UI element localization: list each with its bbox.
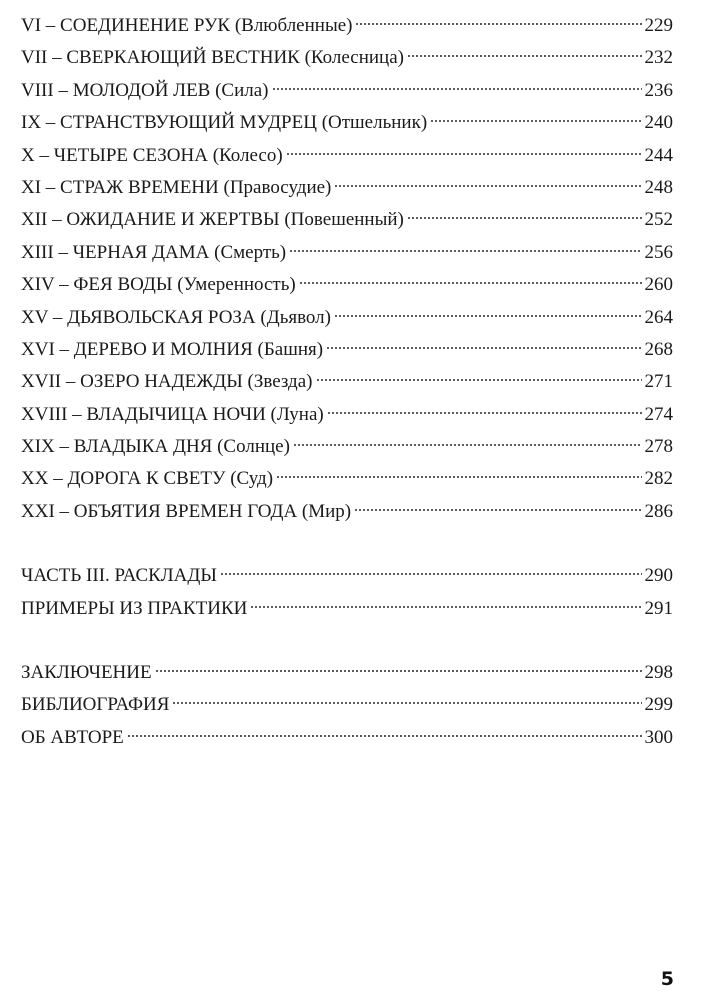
toc-entry-title: ОБ АВТОРЕ	[21, 726, 124, 748]
table-of-contents	[21, 10, 673, 754]
toc-entry	[21, 496, 673, 528]
toc-entry-title: XIV – ФЕЯ ВОДЫ (Умеренность)	[21, 274, 296, 296]
toc-entry	[21, 204, 673, 236]
toc-entry	[21, 334, 673, 366]
toc-entry-title: ЧАСТЬ III. РАСКЛАДЫ	[21, 565, 217, 587]
toc-entry-page: 282	[644, 468, 673, 490]
toc-entry-title: ПРИМЕРЫ ИЗ ПРАКТИКИ	[21, 597, 248, 619]
toc-entry	[21, 75, 673, 107]
toc-entry-page: 240	[644, 112, 673, 134]
toc-entry-page: 290	[644, 565, 673, 587]
toc-entry	[21, 302, 673, 334]
toc-entry-page: 274	[644, 403, 673, 425]
toc-entry	[21, 172, 673, 204]
toc-entry-title: XIII – ЧЕРНАЯ ДАМА (Смерть)	[21, 241, 287, 263]
toc-entry-title: VIII – МОЛОДОЙ ЛЕВ (Сила)	[21, 79, 269, 101]
toc-entry	[21, 657, 673, 689]
toc-entry-title: XVII – ОЗЕРО НАДЕЖДЫ (Звезда)	[21, 371, 313, 393]
dot-leader	[276, 474, 641, 480]
page-number: 5	[660, 968, 674, 990]
toc-entry-title: VI – СОЕДИНЕНИЕ РУК (Влюбленные)	[21, 15, 353, 36]
dot-leader	[334, 313, 642, 319]
toc-entry	[21, 431, 673, 463]
dot-leader	[407, 53, 642, 59]
toc-entry	[21, 107, 673, 139]
toc-entry	[21, 463, 673, 495]
toc-entry	[21, 560, 673, 592]
toc-entry-page: 268	[644, 338, 673, 360]
toc-group	[21, 10, 673, 528]
toc-entry	[21, 399, 673, 431]
toc-entry-title: XVIII – ВЛАДЫЧИЦА НОЧИ (Луна)	[21, 403, 324, 425]
toc-entry-page: 232	[644, 47, 673, 69]
dot-leader	[272, 86, 642, 92]
toc-entry	[21, 269, 673, 301]
dot-leader	[299, 280, 642, 286]
toc-entry-page: 300	[644, 726, 673, 748]
dot-leader	[327, 410, 642, 416]
toc-entry	[21, 237, 673, 269]
dot-leader	[407, 215, 642, 221]
toc-entry-page: 286	[644, 500, 673, 522]
toc-entry-page: 271	[644, 371, 673, 393]
toc-entry	[21, 689, 673, 721]
toc-entry-title: XI – СТРАЖ ВРЕМЕНИ (Правосудие)	[21, 176, 332, 198]
toc-entry-title: XII – ОЖИДАНИЕ И ЖЕРТВЫ (Повешенный)	[21, 209, 404, 231]
dot-leader	[354, 507, 641, 513]
dot-leader	[355, 21, 641, 27]
toc-entry-page: 256	[644, 241, 673, 263]
toc-entry-page: 236	[644, 79, 673, 101]
toc-entry-page: 260	[644, 274, 673, 296]
toc-entry-page: 299	[644, 694, 673, 716]
toc-entry-title: XVI – ДЕРЕВО И МОЛНИЯ (Башня)	[21, 338, 324, 360]
toc-entry	[21, 593, 673, 625]
toc-entry-page: 291	[644, 597, 673, 619]
toc-entry-title: XX – ДОРОГА К СВЕТУ (Суд)	[21, 468, 274, 490]
toc-entry-page: 229	[644, 15, 673, 36]
toc-entry-title: VII – СВЕРКАЮЩИЙ ВЕСТНИК (Колесница)	[21, 47, 404, 69]
toc-entry-page: 244	[644, 144, 673, 166]
toc-entry-page: 248	[644, 176, 673, 198]
toc-entry	[21, 10, 673, 42]
toc-entry-page: 264	[644, 306, 673, 328]
toc-entry	[21, 42, 673, 74]
dot-leader	[334, 183, 641, 189]
toc-entry	[21, 140, 673, 172]
toc-entry-title: XV – ДЬЯВОЛЬСКАЯ РОЗА (Дьявол)	[21, 306, 331, 328]
toc-group	[21, 560, 673, 625]
dot-leader	[430, 118, 641, 124]
dot-leader	[293, 442, 642, 448]
toc-entry	[21, 722, 673, 754]
toc-entry-title: XXI – ОБЪЯТИЯ ВРЕМЕН ГОДА (Мир)	[21, 500, 352, 522]
dot-leader	[155, 668, 642, 674]
dot-leader	[220, 571, 642, 577]
toc-entry-title: БИБЛИОГРАФИЯ	[21, 694, 170, 716]
toc-entry-page: 278	[644, 436, 673, 458]
toc-entry-title: IX – СТРАНСТВУЮЩИЙ МУДРЕЦ (Отшельник)	[21, 112, 428, 134]
dot-leader	[316, 377, 642, 383]
toc-entry	[21, 366, 673, 398]
dot-leader	[326, 345, 641, 351]
dot-leader	[289, 248, 641, 254]
toc-entry-page: 298	[644, 662, 673, 684]
dot-leader	[250, 604, 641, 610]
toc-group	[21, 657, 673, 754]
dot-leader	[127, 733, 642, 739]
toc-entry-title: X – ЧЕТЫРЕ СЕЗОНА (Колесо)	[21, 144, 283, 166]
toc-entry-title: ЗАКЛЮЧЕНИЕ	[21, 662, 152, 684]
toc-entry-title: XIX – ВЛАДЫКА ДНЯ (Солнце)	[21, 436, 290, 458]
dot-leader	[286, 151, 642, 157]
dot-leader	[172, 700, 641, 706]
toc-entry-page: 252	[644, 209, 673, 231]
